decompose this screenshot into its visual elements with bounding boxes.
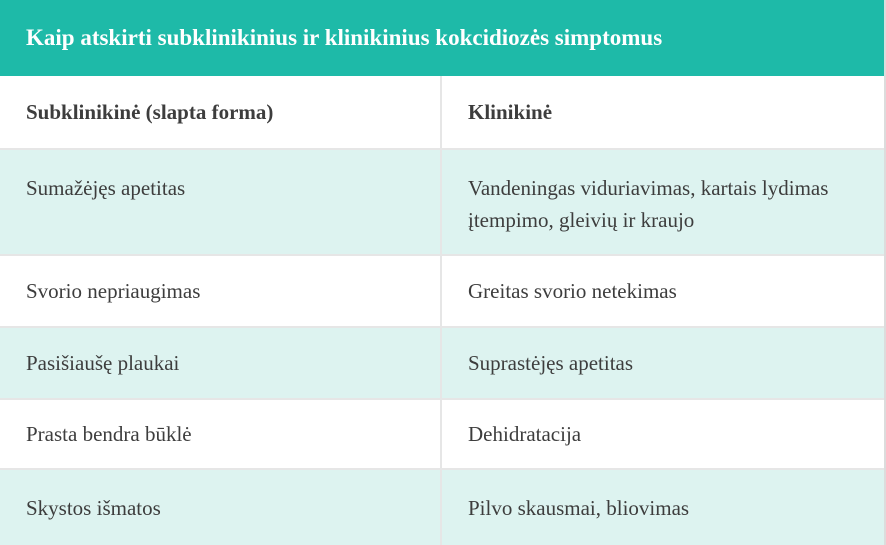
- table-title-bar: [0, 0, 884, 76]
- table-cell-clinical: Greitas svorio netekimas: [468, 279, 677, 303]
- table-header-row: [0, 76, 884, 150]
- table-row: [0, 470, 884, 545]
- column-header-subclinical: Subklinikinė (slapta forma): [0, 76, 442, 148]
- table-cell-subclinical: Svorio nepriaugimas: [0, 256, 442, 326]
- table-cell-clinical: Vandeningas viduriavimas, kartais lydimas įtempimo, gleivių ir kraujo: [468, 176, 829, 232]
- table-cell-subclinical: Sumažėjęs apetitas: [0, 150, 442, 254]
- table-cell-clinical: Pilvo skausmai, bliovimas: [468, 495, 690, 520]
- table-cell-subclinical: Skystos išmatos: [0, 470, 442, 545]
- table-title: Kaip atskirti subklinikinius ir klinikinius kokcidiozės simptomus: [26, 25, 663, 50]
- table-cell-subclinical: Pasišiaušę plaukai: [0, 328, 442, 398]
- column-header-clinical: Klinikinė: [468, 100, 553, 124]
- table-row: [0, 328, 884, 400]
- table-cell-clinical: Suprastėjęs apetitas: [468, 351, 634, 375]
- table-row: [0, 400, 884, 470]
- table-row: [0, 150, 884, 256]
- table-cell-clinical: Dehidratacija: [468, 422, 582, 446]
- table-cell-subclinical: Prasta bendra būklė: [0, 400, 442, 468]
- table-row: [0, 256, 884, 328]
